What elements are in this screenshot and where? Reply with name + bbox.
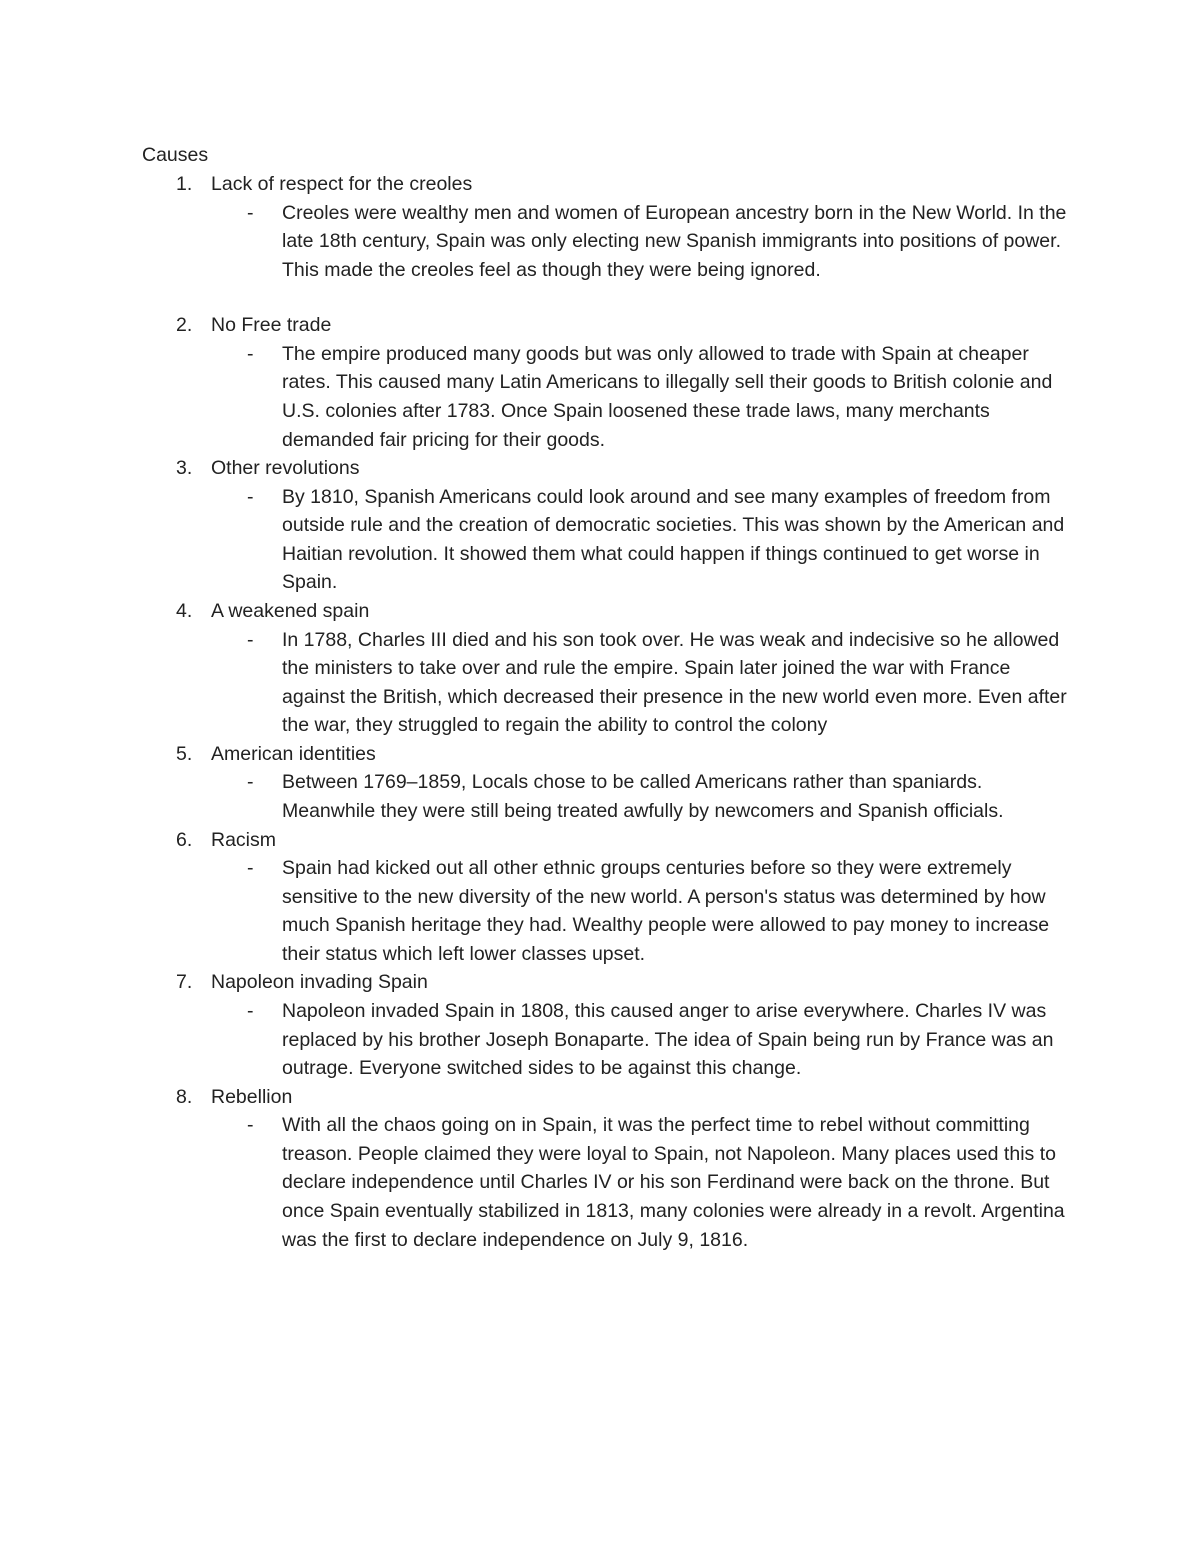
list-number: 8. [176,1085,193,1108]
bullet-text: By 1810, Spanish Americans could look around and see many examples of freedom from outside rule and the creation of democratic societies. This was shown by the American and Haitian revolution. It showed them what could happen if things continued to get worse in Spain. [282,485,1065,594]
dash-bullet: - [247,1114,254,1137]
bullet-text: The empire produced many goods but was only allowed to trade with Spain at cheaper rates. This caused many Latin Americans to illegally sell their goods to British colonie and U.S. colonies after 1783. Once Spain loosened these trade laws, many merchants demanded fair pricing for their goods. [282,342,1053,451]
paragraph-spacer [0,284,1200,311]
bullet-text: Between 1769–1859, Locals chose to be called Americans rather than spaniards. Meanwhile they were still being treated awfully by newcomers and Spanish officials. [282,771,1004,822]
list-number: 3. [176,457,193,480]
document-heading: Causes [142,144,209,166]
list-item-title: Lack of respect for the creoles [211,173,473,195]
sub-bullet [0,626,1200,740]
list-item-title: A weakened spain [211,600,370,623]
dash-bullet: - [247,485,254,508]
list-item-7 [0,968,1200,1082]
list-item-header [0,1083,1200,1112]
list-item-header [0,597,1200,626]
sub-bullet [0,1111,1200,1254]
list-item-header [0,826,1200,855]
bullet-text: With all the chaos going on in Spain, it was the perfect time to rebel without committing treason. People claimed they were loyal to Spain, not Napoleon. Many places used this to declare independence until Charles IV or his son Ferdinand were back on the throne. But once Spain eventually stabilized in 1813, many colonies were already in a revolt. Argentina was the first to declare independence on July 9, 1816. [282,1114,1065,1251]
list-item-title: Racism [211,828,277,851]
list-number: 4. [176,600,193,623]
list-item-title: American identities [211,742,376,765]
list-item-8 [0,1083,1200,1254]
sub-bullet [0,997,1200,1083]
list-item-title: Rebellion [211,1085,293,1108]
list-item-title: Napoleon invading Spain [211,971,428,994]
sub-bullet [0,854,1200,968]
list-item-header [0,968,1200,997]
list-item-6 [0,826,1200,969]
list-item-1 [0,170,1200,311]
list-item-header [0,454,1200,483]
list-item-header [0,170,1200,199]
list-item-title: Other revolutions [211,457,360,480]
sub-bullet [0,340,1200,454]
causes-list [0,170,1200,1254]
list-item-5 [0,740,1200,826]
bullet-text: Creoles were wealthy men and women of European ancestry born in the New World. In the late 18th century, Spain was only electing new Spanish immigrants into positions of power. This made the creoles feel as though they were being ignored. [282,201,1067,281]
dash-bullet: - [247,999,254,1022]
list-item-2 [0,311,1200,454]
bullet-text: Napoleon invaded Spain in 1808, this caused anger to arise everywhere. Charles IV was replaced by his brother Joseph Bonaparte. The idea of Spain being run by France was an outrage. Everyone switched sides to be against this change. [282,999,1054,1080]
dash-bullet: - [247,628,254,651]
dash-bullet: - [247,201,254,224]
list-item-header [0,740,1200,769]
dash-bullet: - [247,771,254,794]
dash-bullet: - [247,857,254,880]
list-item-3 [0,454,1200,597]
list-number: 5. [176,742,193,765]
sub-bullet [0,768,1200,825]
list-item-header [0,311,1200,340]
bullet-text: In 1788, Charles III died and his son took over. He was weak and indecisive so he allowed the ministers to take over and rule the empire. Spain later joined the war with France against the British, which decreased their presence in the new world even more. Even after the war, they struggled to regain the ability to control the colony [282,628,1067,737]
sub-bullet [0,199,1200,285]
list-number: 2. [176,314,193,337]
list-number: 1. [176,173,193,195]
dash-bullet: - [247,342,254,365]
sub-bullet [0,483,1200,597]
list-item-title: No Free trade [211,314,332,337]
list-number: 7. [176,971,193,994]
list-item-4 [0,597,1200,740]
list-number: 6. [176,828,193,851]
bullet-text: Spain had kicked out all other ethnic groups centuries before so they were extremely sensitive to the new diversity of the new world. A person's status was determined by how much Spanish heritage they had. Wealthy people were allowed to pay money to increase their status which left lower classes upset. [282,857,1050,965]
